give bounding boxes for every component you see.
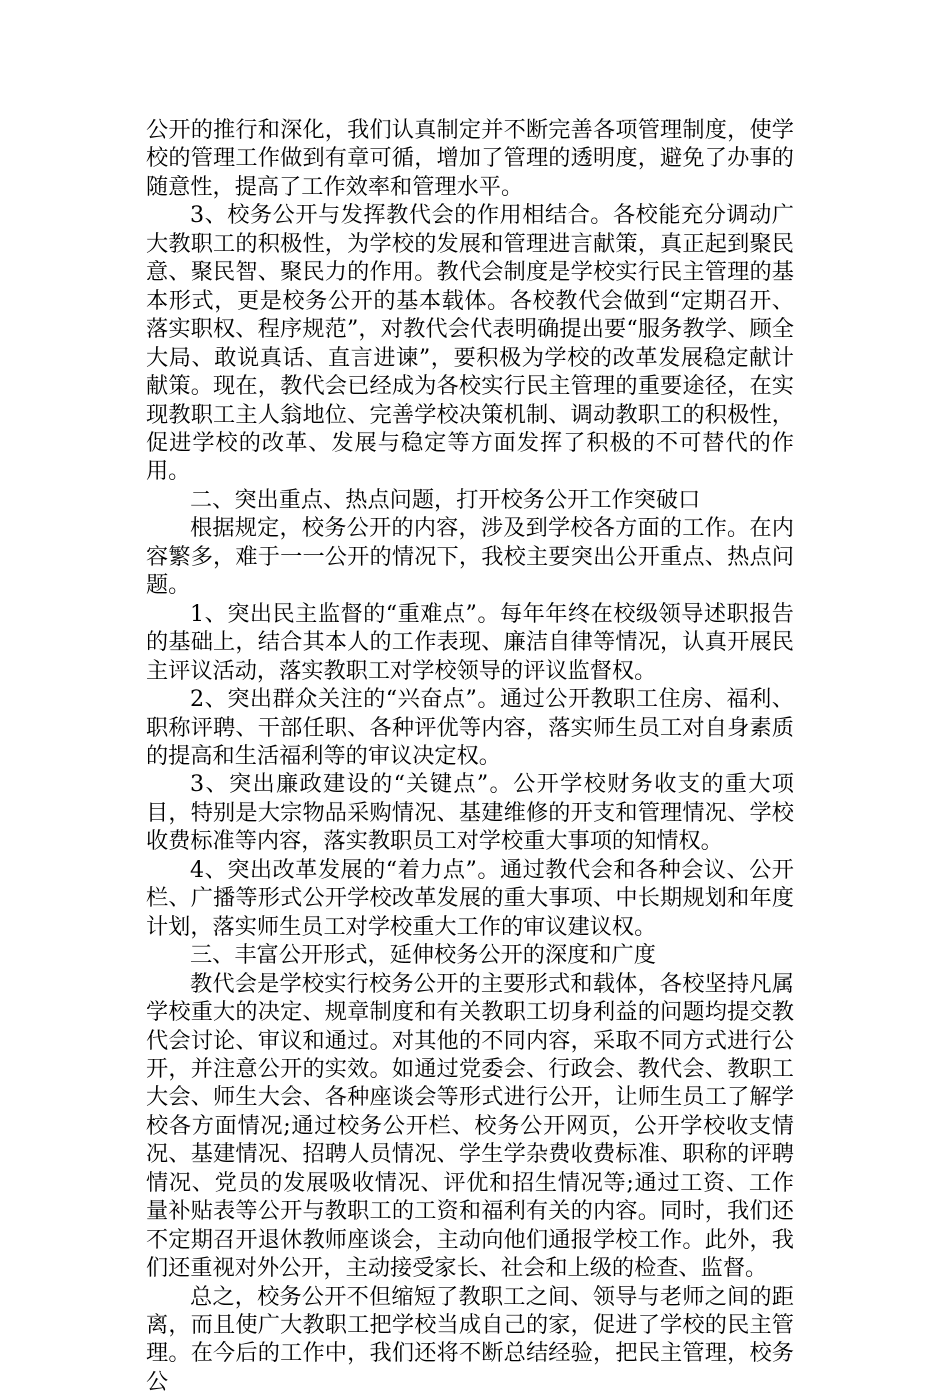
- paragraph-conclusion: 总之，校务公开不但缩短了教职工之间、领导与老师之间的距离，而且使广大教职工把学校当成自己的家，促进了学校的民主管理。在今后的工作中，我们还将不断总结经验，把民主管理，校务公: [146, 1283, 794, 1395]
- paragraph-continuation: 公开的推行和深化，我们认真制定并不断完善各项管理制度，使学校的管理工作做到有章可循，增加了管理的透明度，避免了办事的随意性，提高了工作效率和管理水平。: [146, 117, 794, 200]
- paragraph-regulations: 根据规定，校务公开的内容，涉及到学校各方面的工作。在内容繁多，难于一一公开的情况下，我校主要突出公开重点、热点问题。: [146, 515, 794, 599]
- paragraph-point-4: 4、突出改革发展的“着力点”。通过教代会和各种会议、公开栏、广播等形式公开学校改革发展的重大事项、中长期规划和年度计划，落实师生员工对学校重大工作的审议建议权。: [146, 856, 794, 940]
- paragraph-teachers-congress: 3、校务公开与发挥教代会的作用相结合。各校能充分调动广大教职工的积极性，为学校的发展和管理进言献策，真正起到聚民意、聚民智、聚民力的作用。教代会制度是学校实行民主管理的基本形式，更是校务公开的基本载体。各校教代会做到“定期召开、落实职权、程序规范”，对教代会代表明确提出要“服务教学、顾全大局、敢说真话、直言进谏”，要积极为学校的改革发展稳定献计献策。现在，教代会已经成为各校实行民主管理的重要途径，在实现教职工主人翁地位、完善学校决策机制、调动教职工的积极性，促进学校的改革、发展与稳定等方面发挥了积极的不可替代的作用。: [146, 202, 794, 485]
- paragraph-forms-of-disclosure: 教代会是学校实行校务公开的主要形式和载体，各校坚持凡属学校重大的决定、规章制度和有关教职工切身利益的问题均提交教代会讨论、审议和通过。对其他的不同内容，采取不同方式进行公开，并注意公开的实效。如通过党委会、行政会、教代会、教职工大会、师生大会、各种座谈会等形式进行公开，让师生员工了解学校各方面情况;通过校务公开栏、校务公开网页，公开学校收支情况、基建情况、招聘人员情况、学生学杂费收费标准、职称的评聘情况、党员的发展吸收情况、评优和招生情况等;通过工资、工作量补贴表等公开与教职工的工资和福利有关的内容。同时，我们还不定期召开退休教师座谈会，主动向他们通报学校工作。此外，我们还重视对外公开，主动接受家长、社会和上级的检查、监督。: [146, 970, 794, 1282]
- paragraph-point-1: 1、突出民主监督的“重难点”。每年年终在校级领导述职报告的基础上，结合其本人的工作表现、廉洁自律等情况，认真开展民主评议活动，落实教职工对学校领导的评议监督权。: [146, 600, 794, 684]
- section-heading-2: 二、突出重点、热点问题，打开校务公开工作突破口: [190, 486, 701, 513]
- section-heading-3: 三、丰富公开形式，延伸校务公开的深度和广度: [190, 942, 656, 969]
- document-body: [146, 116, 794, 1396]
- paragraph-point-3: 3、突出廉政建设的“关键点”。公开学校财务收支的重大项目，特别是大宗物品采购情况、基建维修的开支和管理情况、学校收费标准等内容，落实教职员工对学校重大事项的知情权。: [146, 771, 794, 855]
- paragraph-point-2: 2、突出群众关注的“兴奋点”。通过公开教职工住房、福利、职称评聘、干部任职、各种评优等内容，落实师生员工对自身素质的提高和生活福利等的审议决定权。: [146, 686, 794, 769]
